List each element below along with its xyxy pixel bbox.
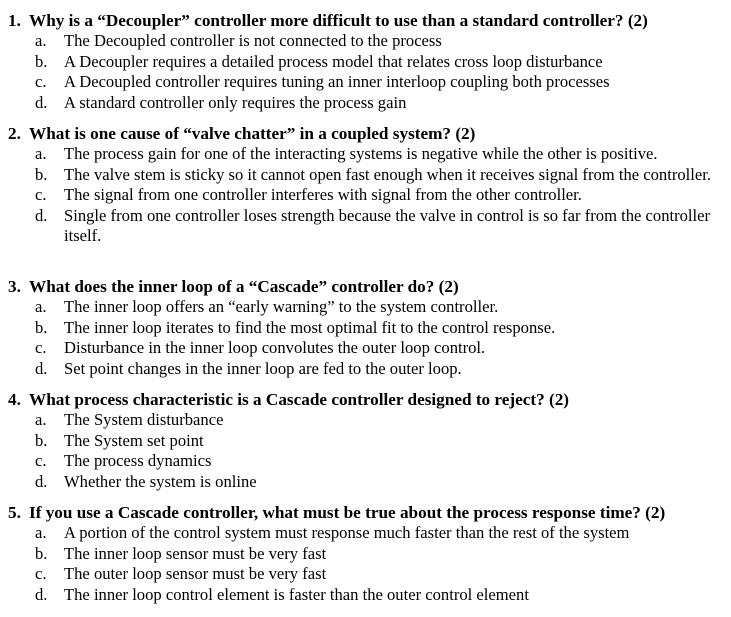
option-letter: b. [35,430,48,450]
question-number: 1. [8,11,21,30]
option-d[interactable] [0,359,731,380]
question-number: 4. [8,390,21,409]
option-list [0,523,731,605]
option-letter: d. [35,471,48,491]
option-a[interactable] [0,297,731,318]
option-text: The inner loop iterates to find the most optimal fit to the control response. [64,317,556,337]
option-letter: d. [35,358,48,378]
question-text: If you use a Cascade controller, what must be true about the process response time? (2) [29,503,666,522]
question-1 [0,11,731,113]
option-text: The inner loop offers an “early warning” to the system controller. [64,297,499,316]
option-b[interactable] [0,318,731,339]
option-text: Set point changes in the inner loop are fed to the outer loop. [64,358,462,378]
option-letter: c. [35,185,47,205]
option-a[interactable] [0,410,731,431]
option-letter: d. [35,205,48,225]
option-letter: a. [35,410,47,429]
option-text: The System set point [64,430,204,450]
option-d[interactable] [0,93,731,114]
option-list [0,410,731,492]
question-title [0,503,731,523]
question-2 [0,124,731,247]
option-b[interactable] [0,52,731,73]
question-text: What is one cause of “valve chatter” in a coupled system? (2) [29,124,476,143]
option-a[interactable] [0,144,731,165]
option-c[interactable] [0,451,731,472]
option-c[interactable] [0,564,731,585]
option-list [0,31,731,113]
question-title [0,277,731,297]
option-list [0,144,731,247]
option-d[interactable] [0,585,731,606]
option-letter: b. [35,164,48,184]
option-b[interactable] [0,431,731,452]
question-title [0,11,731,31]
option-letter: b. [35,51,48,71]
question-title [0,124,731,144]
option-text: A Decoupled controller requires tuning an inner interloop coupling both processes [64,72,610,92]
option-text: A standard controller only requires the process gain [64,92,407,112]
option-d[interactable] [0,206,731,247]
option-a[interactable] [0,31,731,52]
option-a[interactable] [0,523,731,544]
option-b[interactable] [0,544,731,565]
option-c[interactable] [0,72,731,93]
option-letter: a. [35,297,47,316]
option-b[interactable] [0,165,731,186]
option-text: Whether the system is online [64,471,257,491]
option-text: The Decoupled controller is not connected to the process [64,31,442,50]
question-3 [0,277,731,379]
question-title [0,390,731,410]
option-text: The valve stem is sticky so it cannot open fast enough when it receives signal from the controller. [64,164,711,184]
question-number: 2. [8,124,21,143]
question-text: Why is a “Decoupler” controller more difficult to use than a standard controller? (2) [29,11,648,30]
option-letter: a. [35,31,47,50]
option-c[interactable] [0,185,731,206]
question-number: 3. [8,277,21,296]
option-letter: b. [35,543,48,563]
option-letter: d. [35,584,48,604]
option-text: The inner loop sensor must be very fast [64,543,327,563]
option-text: A portion of the control system must response much faster than the rest of the system [64,523,630,542]
option-letter: a. [35,523,47,542]
option-letter: c. [35,72,47,92]
option-text: Single from one controller loses strength because the valve in control is so far from the controller itself. [64,205,711,246]
question-number: 5. [8,503,21,522]
option-letter: d. [35,92,48,112]
question-text: What does the inner loop of a “Cascade” controller do? (2) [29,277,459,296]
option-text: The process dynamics [64,451,212,471]
option-text: The process gain for one of the interacting systems is negative while the other is positive. [64,144,658,163]
option-letter: a. [35,144,47,163]
option-text: The System disturbance [64,410,224,429]
option-list [0,297,731,379]
option-text: The inner loop control element is faster than the outer control element [64,584,529,604]
option-c[interactable] [0,338,731,359]
option-text: The outer loop sensor must be very fast [64,564,327,584]
option-letter: c. [35,451,47,471]
option-text: Disturbance in the inner loop convolutes the outer loop control. [64,338,486,358]
option-letter: b. [35,317,48,337]
option-text: The signal from one controller interferes with signal from the other controller. [64,185,582,205]
question-5 [0,503,731,605]
option-text: A Decoupler requires a detailed process model that relates cross loop disturbance [64,51,603,71]
question-4 [0,390,731,492]
question-text: What process characteristic is a Cascade controller designed to reject? (2) [29,390,570,409]
option-d[interactable] [0,472,731,493]
option-letter: c. [35,564,47,584]
option-letter: c. [35,338,47,358]
